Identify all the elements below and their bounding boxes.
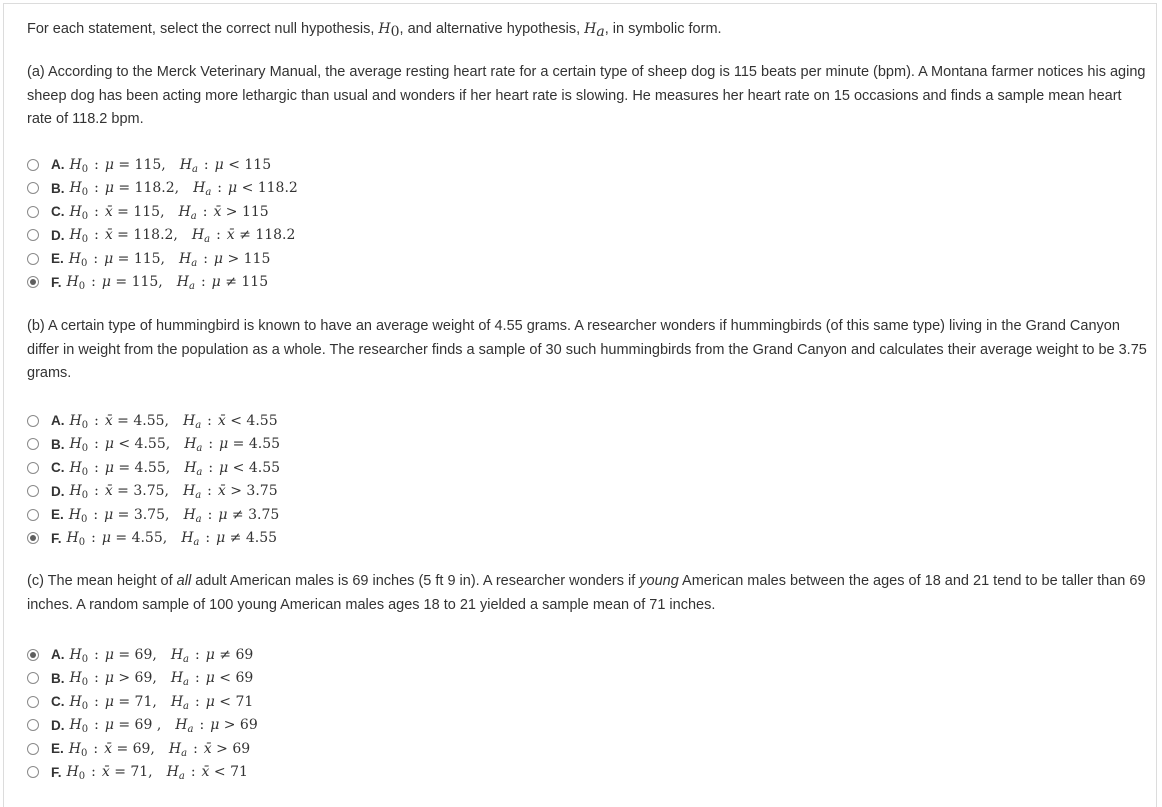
question-b-options: [27, 409, 280, 550]
question-b-text: (b) A certain type of hummingbird is known to have an average weight of 4.55 grams. A researcher wonders if hummingbirds (of this same type) living in the Grand Canyon differ in weight from the population as a whole. The researcher finds a sample of 30 such hummingbirds from the Grand Canyon and calculates their average weight to be 3.75 grams.: [27, 318, 1147, 381]
option-letter: D.: [51, 227, 65, 243]
h-symbol: H: [69, 180, 82, 197]
ha-subscript: a: [181, 747, 188, 759]
option-letter: E.: [51, 741, 64, 757]
null-relation: = 3.75,: [117, 483, 169, 500]
null-parameter: x̄: [104, 203, 113, 220]
colon: :: [205, 530, 211, 547]
alt-relation: ≠ 3.75: [231, 506, 280, 523]
h0-subscript: 0: [81, 163, 89, 175]
h-symbol: H: [69, 483, 82, 500]
option-formula: [69, 717, 258, 736]
option-b-b[interactable]: [27, 433, 280, 457]
option-letter: A.: [51, 413, 65, 429]
option-formula: [66, 530, 278, 549]
h0-subscript: 0: [81, 210, 89, 222]
option-b-d[interactable]: [27, 480, 280, 504]
option-formula: [66, 764, 248, 783]
colon: :: [93, 506, 99, 523]
null-relation: = 71,: [114, 764, 153, 781]
alt-parameter: μ: [216, 530, 226, 547]
option-letter: B.: [51, 670, 65, 686]
option-formula: [69, 670, 254, 689]
instructions-text: For each statement, select the correct null hypothesis, $H_0$, and alternative hypothesis, $H_a$, in symbolic form.: [27, 21, 722, 40]
h-symbol: H: [69, 459, 82, 476]
colon: :: [216, 227, 221, 244]
option-letter: C.: [51, 460, 65, 476]
option-b-f[interactable]: [27, 527, 280, 551]
option-a-a[interactable]: [27, 153, 298, 177]
ha-subscript: a: [183, 677, 190, 689]
null-relation: = 115,: [117, 203, 165, 220]
colon: :: [93, 740, 99, 757]
ha-subscript: a: [187, 724, 194, 736]
h-symbol: H: [191, 227, 205, 244]
null-relation: < 4.55,: [118, 436, 171, 453]
null-parameter: μ: [104, 459, 114, 476]
h0-subscript: 0: [81, 724, 89, 736]
ha-subscript: a: [191, 163, 198, 175]
alt-parameter: x̄: [226, 227, 235, 244]
alt-parameter: μ: [219, 436, 229, 453]
alt-parameter: x̄: [217, 412, 226, 429]
null-parameter: x̄: [104, 740, 112, 757]
h-symbol: H: [66, 764, 79, 781]
null-relation: = 118.2,: [117, 227, 178, 244]
radio-button[interactable]: [27, 743, 39, 755]
null-parameter: x̄: [104, 412, 113, 429]
alt-relation: > 115: [225, 203, 269, 220]
radio-button[interactable]: [27, 276, 39, 288]
ha-subscript: a: [191, 257, 198, 269]
alt-relation: > 115: [227, 250, 271, 267]
colon: :: [94, 180, 99, 197]
alt-relation: > 69: [216, 740, 251, 757]
h-symbol: H: [179, 156, 192, 173]
option-formula: [70, 413, 278, 429]
colon: :: [94, 227, 99, 244]
radio-button[interactable]: [27, 719, 39, 731]
option-formula: [70, 647, 254, 663]
option-a-d[interactable]: [27, 224, 298, 248]
option-formula: [69, 251, 271, 267]
h-symbol: H: [69, 670, 82, 687]
h-symbol: H: [69, 412, 82, 429]
alt-relation: < 71: [213, 764, 248, 781]
colon: :: [208, 459, 214, 476]
colon: :: [94, 670, 99, 687]
h-symbol: H: [175, 717, 188, 734]
colon: :: [94, 459, 99, 476]
alt-relation: < 4.55: [232, 459, 281, 476]
radio-button[interactable]: [27, 672, 39, 684]
option-letter: A.: [51, 647, 65, 663]
option-c-d[interactable]: [27, 714, 258, 738]
radio-button[interactable]: [27, 485, 39, 497]
alt-relation: > 3.75: [230, 483, 278, 500]
option-formula: [70, 694, 254, 710]
null-parameter: μ: [104, 250, 114, 267]
question-a-options: [27, 153, 298, 294]
option-c-c[interactable]: [27, 690, 258, 714]
alt-parameter: μ: [205, 646, 215, 663]
alt-parameter: μ: [219, 459, 229, 476]
h0-subscript: 0: [78, 537, 86, 549]
h0-subscript: 0: [81, 443, 89, 455]
colon: :: [91, 530, 96, 547]
alt-parameter: μ: [228, 180, 238, 197]
alt-parameter: μ: [214, 156, 224, 173]
h-symbol: H: [168, 740, 182, 757]
option-formula: [70, 157, 272, 173]
option-letter: F.: [51, 530, 62, 546]
option-formula: [69, 436, 281, 455]
option-letter: E.: [51, 251, 64, 267]
h-symbol: H: [182, 483, 196, 500]
null-parameter: x̄: [104, 483, 113, 500]
radio-button[interactable]: [27, 253, 39, 265]
colon: :: [94, 717, 99, 734]
option-letter: C.: [51, 694, 65, 710]
option-a-f[interactable]: [27, 271, 298, 295]
colon: :: [94, 646, 99, 663]
ha-subscript: a: [196, 466, 203, 478]
colon: :: [207, 506, 213, 523]
radio-button[interactable]: [27, 509, 39, 521]
option-letter: A.: [51, 157, 65, 173]
radio-button[interactable]: [27, 229, 39, 241]
alt-relation: ≠ 115: [225, 274, 269, 291]
alt-parameter: μ: [211, 274, 221, 291]
alt-relation: ≠ 69: [219, 646, 254, 663]
null-relation: = 115,: [117, 250, 165, 267]
option-formula: [66, 274, 269, 293]
h-symbol: H: [69, 436, 82, 453]
null-relation: = 4.55,: [118, 459, 171, 476]
ha-subscript: a: [193, 537, 200, 549]
colon: :: [91, 274, 96, 291]
h0-subscript: 0: [81, 187, 89, 199]
option-formula: [69, 507, 280, 523]
null-relation: = 115,: [115, 274, 163, 291]
null-parameter: μ: [101, 530, 111, 547]
h-symbol: H: [66, 274, 79, 291]
alt-parameter: x̄: [217, 483, 226, 500]
alt-relation: < 4.55: [230, 412, 278, 429]
ha-subscript: a: [188, 281, 195, 293]
h0-subscript: 0: [81, 419, 89, 431]
ha-subscript: a: [204, 234, 211, 246]
option-b-c[interactable]: [27, 456, 280, 480]
colon: :: [94, 483, 99, 500]
h-symbol: H: [179, 250, 192, 267]
colon: :: [190, 764, 196, 781]
alt-relation: ≠ 118.2: [239, 227, 296, 244]
null-relation: = 69,: [116, 740, 155, 757]
null-relation: = 69,: [118, 646, 157, 663]
colon: :: [93, 250, 99, 267]
question-c-options: [27, 643, 258, 784]
h-symbol: H: [69, 693, 82, 710]
colon: :: [195, 693, 200, 710]
alt-relation: < 69: [219, 670, 254, 687]
option-formula: [70, 204, 269, 220]
option-letter: B.: [51, 436, 65, 452]
radio-button[interactable]: [27, 415, 39, 427]
null-relation: > 69,: [118, 670, 157, 687]
h-symbol: H: [66, 530, 79, 547]
option-c-a[interactable]: [27, 643, 258, 667]
radio-button[interactable]: [27, 438, 39, 450]
h-symbol: H: [184, 459, 197, 476]
h-symbol: H: [68, 506, 81, 523]
h-symbol: H: [170, 670, 184, 687]
alt-parameter: μ: [205, 670, 215, 687]
radio-button[interactable]: [27, 532, 39, 544]
h0-subscript: 0: [81, 677, 89, 689]
null-parameter: μ: [104, 156, 114, 173]
colon: :: [193, 740, 198, 757]
ha-subscript: a: [196, 443, 203, 455]
ha-subscript: a: [195, 490, 202, 502]
h0-subscript: 0: [81, 234, 89, 246]
h-symbol: H: [68, 250, 81, 267]
null-parameter: μ: [104, 670, 114, 687]
h-symbol: H: [69, 227, 82, 244]
h-symbol: H: [170, 646, 184, 663]
radio-button[interactable]: [27, 766, 39, 778]
h0-subscript: 0: [81, 490, 89, 502]
option-formula: [69, 180, 298, 199]
ha-subscript: a: [195, 419, 202, 431]
h-symbol: H: [176, 274, 189, 291]
h-symbol: H: [170, 693, 184, 710]
h0-subscript: 0: [81, 466, 89, 478]
radio-button[interactable]: [27, 462, 39, 474]
option-a-e[interactable]: [27, 247, 298, 271]
option-c-b[interactable]: [27, 667, 258, 691]
option-letter: B.: [51, 180, 65, 196]
alt-relation: > 69: [223, 717, 258, 734]
option-b-a[interactable]: [27, 409, 280, 433]
colon: :: [195, 670, 200, 687]
ha-subscript: a: [205, 187, 212, 199]
h0-subscript: 0: [80, 513, 88, 525]
option-a-b[interactable]: [27, 177, 298, 201]
null-parameter: μ: [101, 274, 111, 291]
alt-parameter: x̄: [203, 740, 212, 757]
option-letter: C.: [51, 204, 65, 220]
colon: :: [207, 412, 212, 429]
null-relation: = 115,: [118, 156, 166, 173]
colon: :: [195, 646, 200, 663]
null-relation: = 71,: [118, 693, 157, 710]
null-relation: = 69 ,: [118, 717, 162, 734]
option-b-e[interactable]: [27, 503, 280, 527]
null-relation: = 3.75,: [117, 506, 170, 523]
colon: :: [203, 250, 208, 267]
colon: :: [217, 180, 222, 197]
radio-button[interactable]: [27, 696, 39, 708]
colon: :: [94, 436, 99, 453]
h-symbol: H: [178, 203, 191, 220]
option-letter: F.: [51, 764, 62, 780]
null-relation: = 4.55,: [117, 412, 169, 429]
h0-subscript: 0: [81, 700, 89, 712]
h-symbol: H: [182, 412, 196, 429]
h-symbol: H: [181, 530, 194, 547]
h-symbol: H: [68, 740, 81, 757]
alt-parameter: x̄: [201, 764, 210, 781]
h0-subscript: 0: [80, 257, 88, 269]
colon: :: [94, 412, 99, 429]
ha-subscript: a: [190, 210, 197, 222]
alt-parameter: x̄: [213, 203, 222, 220]
null-parameter: x̄: [101, 764, 110, 781]
option-formula: [69, 741, 250, 757]
h-symbol: H: [193, 180, 206, 197]
alt-relation: < 118.2: [241, 180, 298, 197]
question-a-text: (a) According to the Merck Veterinary Manual, the average resting heart rate for a certain type of sheep dog is 115 beats per minute (bpm). A Montana farmer notices his aging sheep dog has been acting more lethargic than usual and wonders if her heart rate is slowing. He measures her heart rate on 15 occasions and finds a sample mean heart rate of 118.2 bpm.: [27, 64, 1146, 127]
colon: :: [94, 156, 99, 173]
colon: :: [94, 203, 99, 220]
ha-subscript: a: [183, 700, 190, 712]
null-parameter: μ: [104, 717, 114, 734]
null-parameter: μ: [104, 506, 114, 523]
null-relation: = 4.55,: [115, 530, 168, 547]
option-c-e[interactable]: [27, 737, 258, 761]
h-symbol: H: [166, 764, 179, 781]
radio-button[interactable]: [27, 182, 39, 194]
alt-parameter: μ: [213, 250, 224, 267]
h-symbol: H: [69, 156, 82, 173]
colon: :: [207, 483, 212, 500]
null-parameter: μ: [104, 180, 114, 197]
h-symbol: H: [69, 717, 82, 734]
h-symbol: H: [69, 646, 82, 663]
radio-button[interactable]: [27, 159, 39, 171]
colon: :: [91, 764, 96, 781]
null-relation: = 118.2,: [118, 180, 180, 197]
option-formula: [69, 227, 296, 246]
option-letter: E.: [51, 507, 64, 523]
colon: :: [208, 436, 214, 453]
alt-relation: < 71: [219, 693, 254, 710]
option-letter: F.: [51, 274, 62, 290]
alt-relation: < 115: [228, 156, 272, 173]
alt-relation: ≠ 4.55: [229, 530, 278, 547]
h0-subscript: 0: [78, 281, 86, 293]
h0-subscript: 0: [78, 771, 86, 783]
question-c-text: (c) The mean height of all adult American males is 69 inches (5 ft 9 in). A researcher wonders if young American males between the ages of 18 and 21 tend to be taller than 69 inches. A random sample of 100 young American males ages 18 to 21 yielded a sample mean of 71 inches.: [27, 573, 1146, 613]
radio-button[interactable]: [27, 649, 39, 661]
colon: :: [200, 274, 206, 291]
h0-subscript: 0: [81, 653, 89, 665]
ha-subscript: a: [195, 513, 202, 525]
h-symbol: H: [183, 506, 196, 523]
null-parameter: μ: [104, 646, 114, 663]
ha-subscript: a: [183, 653, 190, 665]
h-symbol: H: [69, 203, 82, 220]
alt-parameter: μ: [210, 717, 220, 734]
colon: :: [199, 717, 205, 734]
option-a-c[interactable]: [27, 200, 298, 224]
alt-parameter: μ: [218, 506, 228, 523]
colon: :: [94, 693, 99, 710]
null-parameter: μ: [104, 693, 114, 710]
alt-parameter: μ: [205, 693, 215, 710]
option-formula: [70, 460, 281, 476]
ha-subscript: a: [178, 771, 185, 783]
alt-relation: = 4.55: [232, 436, 281, 453]
colon: :: [203, 156, 209, 173]
h0-subscript: 0: [80, 747, 88, 759]
radio-button[interactable]: [27, 206, 39, 218]
option-c-f[interactable]: [27, 761, 258, 785]
h-symbol: H: [184, 436, 197, 453]
colon: :: [202, 203, 208, 220]
null-parameter: x̄: [104, 227, 113, 244]
null-parameter: μ: [104, 436, 114, 453]
option-formula: [69, 483, 278, 502]
option-letter: D.: [51, 717, 65, 733]
option-letter: D.: [51, 483, 65, 499]
